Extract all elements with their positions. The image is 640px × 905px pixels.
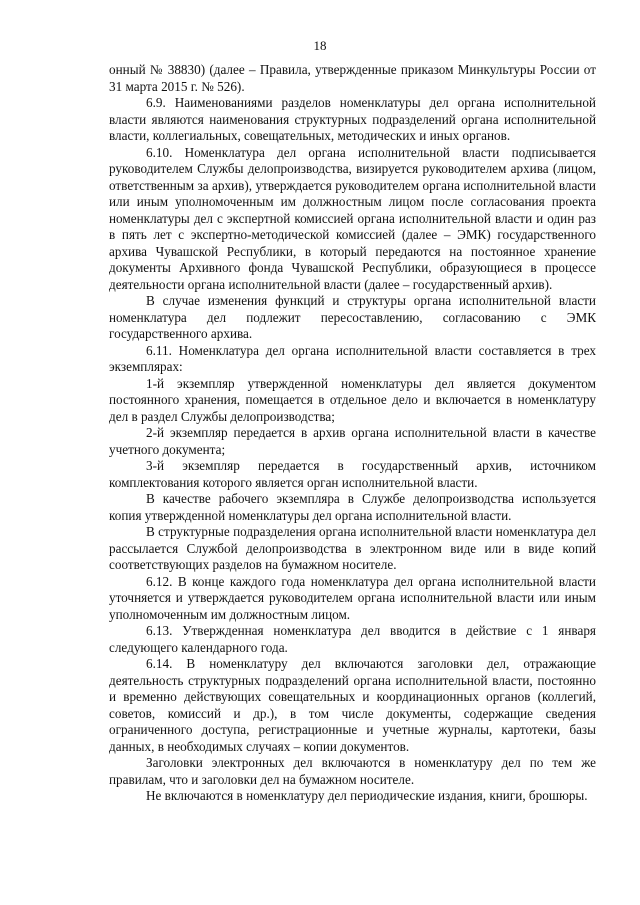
paragraph-6-11: 6.11. Номенклатура дел органа исполнительной власти составляется в трех экземплярах: (109, 342, 596, 374)
paragraph-copy-2: 2-й экземпляр передается в архив органа исполнительной власти в качестве учетного документа; (109, 425, 596, 457)
document-body (109, 62, 596, 805)
paragraph-working-copy: В качестве рабочего экземпляра в Службе делопроизводства используется копия утвержденной номенклатуры дел органа исполнительной власти. (109, 491, 596, 523)
paragraph-continuation: онный № 38830) (далее – Правила, утвержденные приказом Минкультуры России от 31 марта 2015 г. № 526). (109, 62, 596, 94)
paragraph-6-14: 6.14. В номенклатуру дел включаются заголовки дел, отражающие деятельность структурных подразделений органа исполнительной власти, постоянно и временно действующих совещательных и координационных органов (коллегий, советов, комиссий и др.), в том числе документы, содержащие сведения ограниченного доступа, регистрационные и учетные журналы, картотеки, базы данных, в необходимых случаях – копии документов. (109, 656, 596, 754)
paragraph-6-10: 6.10. Номенклатура дел органа исполнительной власти подписывается руководителем Службы делопроизводства, визируется руководителем архива (лицом, ответственным за архив), утверждается руководителем органа исполнительной власти или иным уполномоченным им должностным лицом после согласования проекта номенклатуры дел с экспертной комиссией органа исполнительной власти и один раз в пять лет с экспертно-методической комиссией (далее – ЭМК) государственного архива Чувашской Республики, в который передаются на постоянное хранение документы Архивного фонда Чувашской Республики, образующиеся в процессе деятельности органа исполнительной власти (далее – государственный архив). (109, 144, 596, 292)
paragraph-copy-3: 3-й экземпляр передается в государственный архив, источником комплектования которого является орган исполнительной власти. (109, 458, 596, 490)
paragraph-6-12: 6.12. В конце каждого года номенклатура дел органа исполнительной власти уточняется и утверждается руководителем органа исполнительной власти или иным уполномоченным им должностным лицом. (109, 573, 596, 622)
page-number: 18 (313, 38, 327, 53)
paragraph-6-9: 6.9. Наименованиями разделов номенклатуры дел органа исполнительной власти являются наименования структурных подразделений органа исполнительной власти, коллегиальных, совещательных, методических и иных органов. (109, 95, 596, 143)
paragraph-exclusions: Не включаются в номенклатуру дел периодические издания, книги, брошюры. (146, 788, 588, 803)
paragraph-6-13: 6.13. Утвержденная номенклатура дел вводится в действие с 1 января следующего календарного года. (109, 623, 596, 655)
paragraph-electronic-files: Заголовки электронных дел включаются в номенклатуру дел по тем же правилам, что и заголовки дел на бумажном носителе. (109, 755, 596, 787)
paragraph-distribution: В структурные подразделения органа исполнительной власти номенклатура дел рассылается Службой делопроизводства в электронном виде или в виде копий соответствующих разделов на бумажном носителе. (109, 524, 596, 572)
paragraph-copy-1: 1-й экземпляр утвержденной номенклатуры дел является документом постоянного хранения, помещается в отдельное дело и включается в номенклатуру дел в раздел Службы делопроизводства; (109, 375, 596, 424)
paragraph-6-10-change: В случае изменения функций и структуры органа исполнительной власти номенклатура дел подлежит пересоставлению, согласованию с ЭМК государственного архива. (109, 293, 596, 341)
